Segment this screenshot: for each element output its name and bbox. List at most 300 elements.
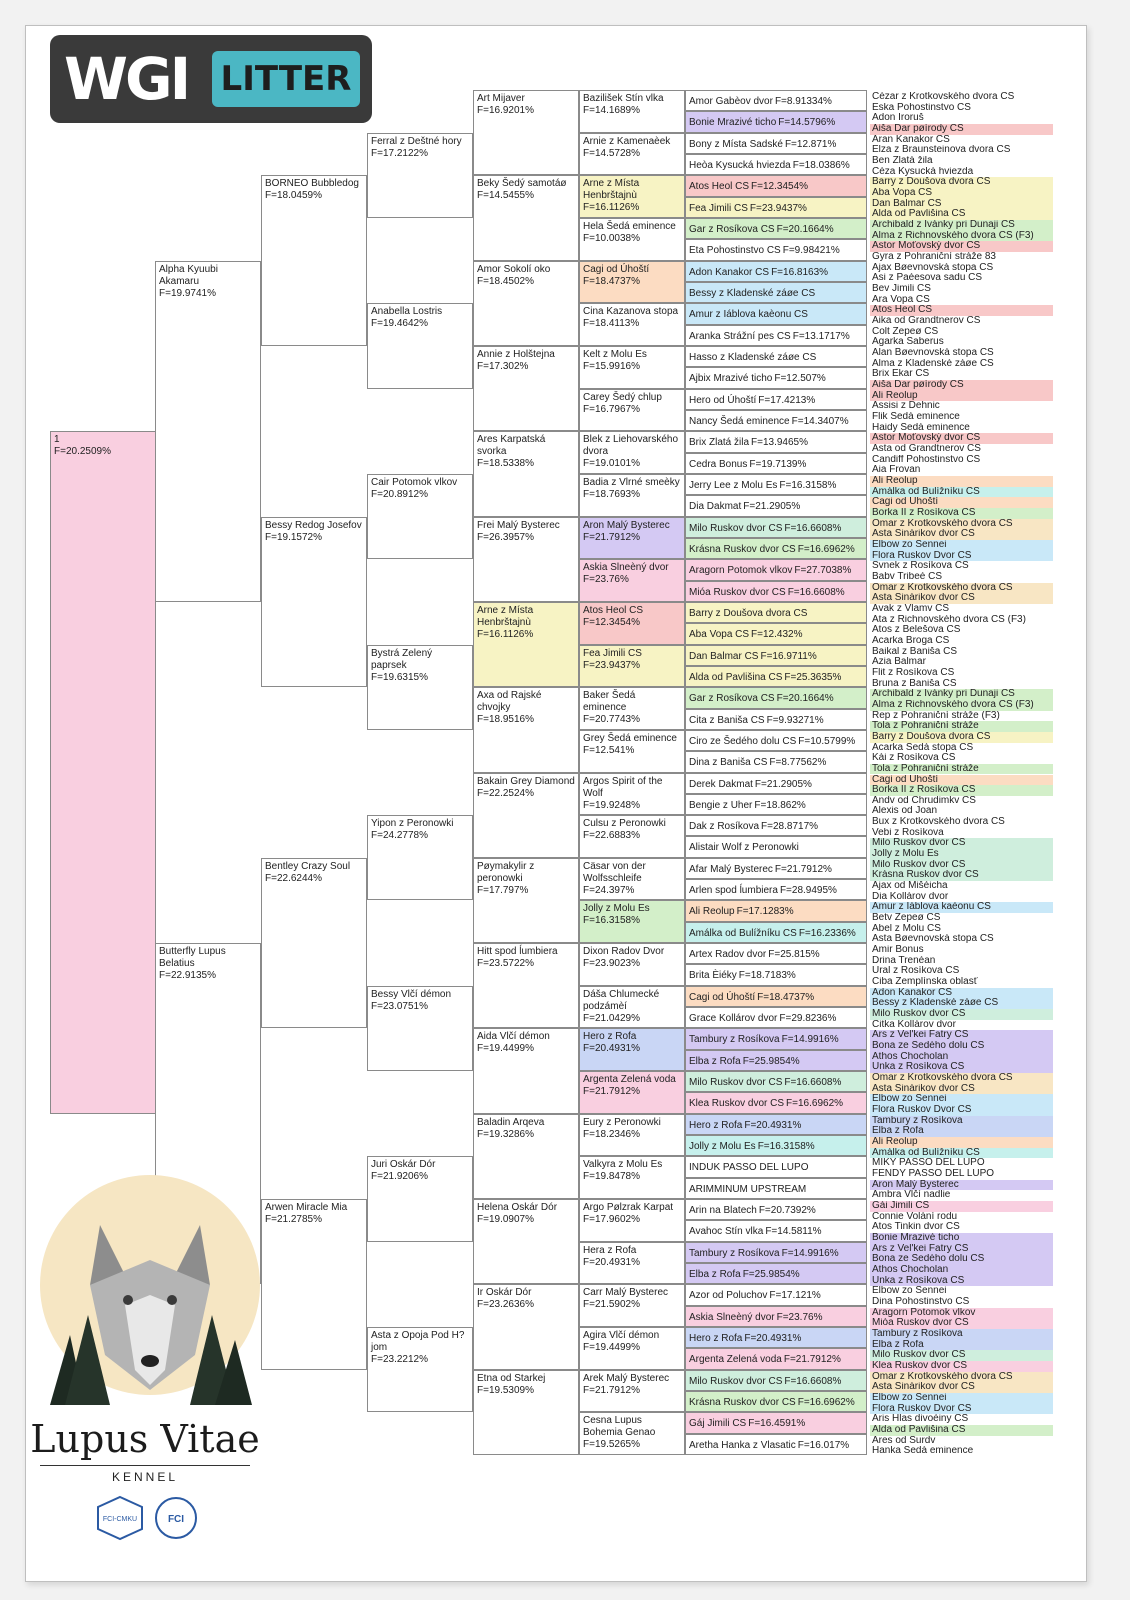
pedigree-cell — [685, 602, 867, 623]
dog-name: Barry z Doušova dvora CS — [689, 607, 808, 619]
ancestor-line: Alan Bøevnovská stopa CS — [872, 347, 994, 358]
ancestor-line: Atos Heol CS — [870, 305, 1053, 316]
dog-name: Bonie Mrazivé ticho — [689, 117, 777, 129]
pedigree-cell — [685, 175, 867, 196]
ancestor-line: Flora Ruskov Dvor CS — [870, 551, 1053, 562]
pedigree-cell — [579, 1327, 685, 1370]
inbreeding-coefficient: F=20.8912% — [371, 488, 428, 500]
inbreeding-coefficient: F=17.2122% — [371, 147, 428, 159]
inbreeding-coefficient: F=19.9248% — [583, 799, 640, 811]
ancestor-line: Athos Chocholan — [870, 1052, 1053, 1063]
inbreeding-coefficient: F=18.4502% — [477, 275, 534, 287]
dog-name: Bessy Vlčí démon — [371, 988, 452, 1000]
dog-name: Hasso z Kladenské záøe CS — [689, 351, 817, 363]
dog-name: Blek z Liehovarského dvora — [583, 434, 679, 458]
ancestor-line: Barry z Doušova dvora CS — [870, 177, 1053, 188]
pedigree-cell — [579, 645, 685, 688]
inbreeding-coefficient: F=16.6608% — [787, 586, 845, 598]
pedigree-cell — [579, 1284, 685, 1327]
ancestor-line: Omar z Krotkovského dvora CS — [870, 1372, 1053, 1383]
dog-name: Cagi od Úhoští — [583, 263, 650, 275]
dog-name: Afar Malý Bysterec — [689, 863, 773, 875]
ancestor-line: Dia Kollárov dvor — [872, 891, 949, 902]
fci-badge-icon — [156, 1498, 196, 1538]
ancestor-line: Amir Bonus — [872, 945, 924, 956]
dog-name: Milo Ruskov dvor CS — [689, 1077, 783, 1089]
dog-name: Fea Jimili CS — [689, 202, 748, 214]
pedigree-cell — [473, 175, 579, 260]
dog-name: Bazilišek Stín vlka — [583, 93, 664, 104]
dog-name: Avahoc Stín vlka — [689, 1226, 764, 1238]
dog-name: Amor Gabèov dvor — [689, 96, 773, 107]
dog-name: Arnie z Kamenaèek — [583, 135, 671, 147]
dog-name: Jolly z Molu Es — [689, 1141, 756, 1153]
ancestor-line: Babv Tribeè CS — [872, 571, 943, 582]
inbreeding-coefficient: F=12.871% — [784, 138, 837, 150]
dog-name: Annie z Holštejna — [477, 348, 555, 360]
dog-name: Juri Oskár Dór — [371, 1159, 436, 1171]
dog-name: Mióa Ruskov dvor CS — [689, 586, 786, 598]
dog-name: Amálka od Bulížníku CS — [689, 927, 797, 939]
pedigree-cell — [685, 943, 867, 964]
pedigree-cell — [685, 111, 867, 132]
inbreeding-coefficient: F=12.507% — [774, 373, 826, 385]
dog-name: Askia Slneèný dvor — [689, 1311, 775, 1323]
ancestor-line: Asi z Paèesova sadu CS — [872, 273, 983, 284]
ancestor-line: Elbow zo Sennei — [870, 540, 1053, 551]
wolf-emblem-icon — [30, 1165, 260, 1415]
inbreeding-coefficient: F=16.6962% — [797, 1397, 855, 1409]
dog-name: 1 — [54, 434, 60, 446]
inbreeding-coefficient: F=16.6608% — [784, 1375, 842, 1387]
inbreeding-coefficient: F=19.4499% — [477, 1043, 534, 1055]
inbreeding-coefficient: F=16.017% — [797, 1439, 850, 1451]
ancestor-line: Ares od Surdv — [872, 1435, 936, 1446]
pedigree-cell — [685, 666, 867, 687]
dog-name: Dak z Rosíkova — [689, 821, 760, 833]
inbreeding-coefficient: F=8.77562% — [769, 757, 827, 769]
ancestor-line: Vebi z Rosíkova — [872, 827, 944, 838]
inbreeding-coefficient: F=20.4931% — [744, 1333, 802, 1345]
dog-name: Elba z Rofa — [689, 1269, 741, 1281]
pedigree-cell — [473, 687, 579, 772]
ancestor-line: Céza Kysucká hviezda — [872, 166, 974, 177]
logo-tag: LITTER — [212, 51, 360, 107]
ancestor-line: Milo Ruskov dvor CS — [870, 1350, 1053, 1361]
pedigree-cell — [685, 922, 867, 943]
dog-name: Etna od Starkej — [477, 1372, 546, 1384]
ancestor-line: Unka z Rosíkova CS — [870, 1062, 1053, 1073]
dog-name: Carr Malý Bysterec — [583, 1287, 669, 1299]
pedigree-cell — [685, 1007, 867, 1028]
ancestor-line: Ali Reolup — [870, 391, 1053, 402]
inbreeding-coefficient: F=14.5728% — [583, 147, 640, 159]
dog-name: Agira Vlčí démon — [583, 1330, 660, 1342]
ancestor-line: Abel z Molu CS — [872, 923, 941, 934]
dog-name: Argenta Zelená voda — [583, 1074, 676, 1086]
ancestor-line: Hanka Šedá eminence — [872, 1446, 974, 1457]
dog-name: Hera z Rofa — [583, 1244, 637, 1256]
dog-name: ARIMMINUM UPSTREAM — [689, 1183, 807, 1195]
pedigree-cell — [473, 773, 579, 858]
ancestor-line: Acarka Broga CS — [872, 635, 950, 646]
pedigree-cell — [579, 602, 685, 645]
pedigree-cell — [579, 346, 685, 389]
pedigree-cell — [685, 410, 867, 431]
inbreeding-coefficient: F=19.9741% — [159, 287, 216, 299]
pedigree-cell — [685, 453, 867, 474]
inbreeding-coefficient: F=21.7912% — [783, 1354, 841, 1366]
pedigree-cell — [685, 1348, 867, 1369]
dog-name: Cina Kazanova stopa — [583, 306, 679, 318]
inbreeding-coefficient: F=20.1664% — [776, 693, 834, 705]
cmku-badge-icon — [98, 1497, 142, 1539]
inbreeding-coefficient: F=23.2636% — [477, 1299, 534, 1311]
inbreeding-coefficient: F=12.3454% — [583, 616, 640, 628]
inbreeding-coefficient: F=15.9916% — [583, 360, 640, 372]
inbreeding-coefficient: F=21.2905% — [743, 501, 801, 513]
dog-name: Grey Šedá eminence — [583, 732, 677, 744]
dog-name: Beky Šedý samotáø — [477, 178, 567, 190]
dog-name: Krásna Ruskov dvor CS — [689, 543, 796, 555]
pedigree-cell — [579, 175, 685, 218]
inbreeding-coefficient: F=19.5309% — [477, 1384, 534, 1396]
ancestor-line: Bruna z Baniša CS — [872, 678, 957, 689]
inbreeding-coefficient: F=16.9201% — [477, 105, 534, 116]
pedigree-cell — [367, 133, 473, 218]
inbreeding-coefficient: F=18.7693% — [583, 488, 640, 500]
pedigree-cell — [579, 858, 685, 901]
ancestor-line: Gyra z Pohraniční stráže 83 — [872, 251, 996, 262]
dog-name: Cagi od Úhoští — [689, 991, 756, 1003]
dog-name: Gáj Jimili CS — [689, 1418, 747, 1430]
ancestor-line: Bona ze Šedého dolu CS — [870, 1254, 1053, 1265]
dog-name: Ares Karpatská svorka — [477, 434, 546, 458]
ancestor-line: Cagi od Úhoští — [870, 497, 1053, 508]
pedigree-cell — [685, 389, 867, 410]
inbreeding-coefficient: F=20.2509% — [54, 446, 111, 458]
ancestor-line: Asta Šinárikov dvor CS — [870, 593, 1053, 604]
pedigree-cell — [473, 517, 579, 602]
dog-name: Bystrá Zelený paprsek — [371, 647, 433, 671]
pedigree-cell — [685, 1284, 867, 1305]
ancestor-line: Aiša Dar pøírody CS — [870, 380, 1053, 391]
ancestor-line: Unka z Rosíkova CS — [870, 1276, 1053, 1287]
pedigree-cell — [685, 1028, 867, 1049]
inbreeding-coefficient: F=9.98421% — [782, 245, 840, 257]
ancestor-line: FENDY PASSO DEL LUPO — [872, 1169, 995, 1180]
inbreeding-coefficient: F=12.3454% — [751, 181, 809, 193]
inbreeding-coefficient: F=17.1283% — [736, 906, 794, 918]
dog-name: Ferral z Deštné hory — [371, 135, 462, 147]
pedigree-cell — [579, 1199, 685, 1242]
dog-name: Carey Šedý chlup — [583, 391, 662, 403]
pedigree-cell — [367, 1156, 473, 1241]
dog-name: Hero z Rofa — [689, 1333, 743, 1345]
inbreeding-coefficient: F=17.302% — [477, 360, 529, 372]
pedigree-cell — [367, 474, 473, 559]
inbreeding-coefficient: F=25.9854% — [742, 1269, 800, 1281]
pedigree-cell — [685, 1071, 867, 1092]
dog-name: Badia z Vlrné smeèky — [583, 476, 680, 488]
dog-name: Bony z Místa Sadské — [689, 138, 783, 150]
ancestor-line: Elba z Rofa — [870, 1126, 1053, 1137]
ancestor-line: Asta Šinárikov dvor CS — [870, 1382, 1053, 1393]
inbreeding-coefficient: F=19.5265% — [583, 1439, 640, 1451]
ancestor-line: Connie Volání rodu — [872, 1211, 958, 1222]
dog-name: Anabella Lostris — [371, 306, 443, 318]
inbreeding-coefficient: F=13.1717% — [792, 330, 850, 342]
ancestor-line: Azia Balmar — [872, 657, 926, 668]
ancestor-line: Aika od Grandtnerov CS — [872, 315, 981, 326]
inbreeding-coefficient: F=14.5811% — [765, 1226, 822, 1238]
inbreeding-coefficient: F=16.3158% — [757, 1141, 815, 1153]
dog-name: Helena Oskár Dór — [477, 1202, 558, 1214]
ancestor-line: Astor Moťovský dvor CS — [870, 241, 1053, 252]
dog-name: Derek Dakmat — [689, 778, 753, 790]
dog-name: Art Mijaver — [477, 93, 525, 104]
pedigree-cell — [473, 346, 579, 431]
ancestor-line: Assisi z Dehnic — [872, 401, 940, 412]
inbreeding-coefficient: F=18.7183% — [738, 970, 796, 982]
pedigree-cell — [367, 303, 473, 388]
pedigree-cell — [579, 1242, 685, 1285]
dog-name: Baladin Arqeva — [477, 1116, 545, 1128]
pedigree-cell — [685, 751, 867, 772]
pedigree-cell — [685, 730, 867, 751]
inbreeding-coefficient: F=16.9711% — [760, 650, 817, 662]
inbreeding-coefficient: F=22.9135% — [159, 970, 216, 982]
pedigree-cell — [579, 815, 685, 858]
ancestor-line: Tambury z Rosíkova — [870, 1116, 1053, 1127]
inbreeding-coefficient: F=12.432% — [751, 629, 803, 641]
pedigree-cell — [473, 431, 579, 516]
ancestor-line: Baikal z Baniša CS — [872, 646, 958, 657]
dog-name: Dan Balmar CS — [689, 650, 759, 662]
inbreeding-coefficient: F=20.4931% — [744, 1119, 802, 1131]
inbreeding-coefficient: F=14.1689% — [583, 105, 640, 116]
dog-name: Kelt z Molu Es — [583, 348, 647, 360]
dog-name: Butterfly Lupus Belatius — [159, 946, 226, 970]
kennel-name: Lupus Vitae — [30, 1417, 260, 1461]
pedigree-cell — [579, 559, 685, 602]
ancestor-line: Ben Zlatá žila — [872, 155, 933, 166]
ancestor-line: Asta od Grandtnerov CS — [872, 443, 981, 454]
inbreeding-coefficient: F=24.397% — [583, 884, 635, 896]
ancestor-line: Andv od Chrudimkv CS — [872, 795, 976, 806]
inbreeding-coefficient: F=16.6608% — [784, 1077, 842, 1089]
ancestor-line: Flik Šedá eminence — [872, 411, 960, 422]
pedigree-cell — [685, 1050, 867, 1071]
dog-name: Frei Malý Bysterec — [477, 519, 560, 531]
inbreeding-coefficient: F=10.0038% — [583, 232, 640, 244]
ancestor-line: Aran Kanakor CS — [872, 134, 950, 145]
dog-name: Aron Malý Bysterec — [583, 519, 670, 531]
dog-name: Culsu z Peronowki — [583, 818, 666, 830]
dog-name: Milo Ruskov dvor CS — [689, 1375, 783, 1387]
ancestor-line: Aron Malý Bysterec — [870, 1180, 1053, 1191]
club-badges — [92, 1493, 202, 1543]
inbreeding-coefficient: F=23.9437% — [749, 202, 807, 214]
ancestor-line: Elza z Braunsteinova dvora CS — [872, 145, 1011, 156]
ancestor-line: Amálka od Bulížníku CS — [870, 1148, 1053, 1159]
inbreeding-coefficient: F=18.2346% — [583, 1128, 640, 1140]
inbreeding-coefficient: F=12.541% — [583, 744, 635, 756]
dog-name: Aretha Hanka z Vlasatic — [689, 1439, 796, 1451]
inbreeding-coefficient: F=14.9916% — [781, 1034, 839, 1046]
inbreeding-coefficient: F=24.2778% — [371, 830, 428, 842]
ancestor-line: Elbow zo Sennei — [870, 1094, 1053, 1105]
pedigree-cell — [261, 858, 367, 1029]
pedigree-cell — [579, 900, 685, 943]
inbreeding-coefficient: F=20.4931% — [583, 1043, 640, 1055]
inbreeding-coefficient: F=19.6315% — [371, 671, 428, 683]
ancestor-line: Omar z Krotkovského dvora CS — [870, 1073, 1053, 1084]
inbreeding-coefficient: F=19.4499% — [583, 1342, 640, 1354]
ancestor-line: Brix Ekar CS — [872, 369, 930, 380]
inbreeding-coefficient: F=18.4737% — [757, 991, 815, 1003]
inbreeding-coefficient: F=19.7139% — [749, 458, 807, 470]
pedigree-cell — [685, 1370, 867, 1391]
dog-name: Aragorn Potomok vlkov — [689, 565, 793, 577]
ancestor-line: Ajax Bøevnovská stopa CS — [872, 262, 994, 273]
dog-name: Krásna Ruskov dvor CS — [689, 1397, 796, 1409]
badge-1-label: FCI-CMKU — [102, 1516, 138, 1523]
dog-name: Artex Radov dvor — [689, 949, 767, 961]
ancestor-line: Borka II z Rosíkova CS — [870, 508, 1053, 519]
inbreeding-coefficient: F=9.93271% — [766, 714, 824, 726]
pedigree-cell — [473, 1028, 579, 1113]
inbreeding-coefficient: F=21.2785% — [265, 1214, 322, 1226]
inbreeding-coefficient: F=27.7038% — [794, 565, 852, 577]
ancestor-line: Avak z Vlamv CS — [872, 603, 950, 614]
pedigree-cell — [261, 1199, 367, 1370]
inbreeding-coefficient: F=21.7912% — [583, 531, 640, 543]
dog-name: BORNEO Bubbledog — [265, 178, 359, 190]
ancestor-line: Bonie Mrazivé ticho — [870, 1233, 1053, 1244]
ancestor-line: Ars z Vel'kei Fatry CS — [870, 1030, 1053, 1041]
inbreeding-coefficient: F=23.76% — [776, 1311, 823, 1323]
ancestor-line: Gái Jimili CS — [870, 1201, 1053, 1212]
ancestor-line: Elba z Rofa — [870, 1340, 1053, 1351]
pedigree-cell — [685, 1135, 867, 1156]
pedigree-cell — [50, 431, 156, 1114]
pedigree-cell — [685, 559, 867, 580]
pedigree-cell — [685, 815, 867, 836]
dog-name: Axa od Rajské chvojky — [477, 690, 542, 714]
inbreeding-coefficient: F=20.1664% — [776, 223, 834, 235]
inbreeding-coefficient: F=21.2905% — [754, 778, 812, 790]
ancestor-line: Aragorn Potomok vlkov — [870, 1308, 1053, 1319]
pedigree-cell — [579, 389, 685, 432]
pedigree-cell — [685, 1178, 867, 1199]
ancestor-line: MIKY PASSO DEL LUPO — [872, 1158, 985, 1169]
inbreeding-coefficient: F=28.9495% — [779, 885, 837, 897]
ancestor-line: Ambra Vlčí nadlie — [872, 1190, 951, 1201]
inbreeding-coefficient: F=19.0907% — [477, 1214, 534, 1226]
inbreeding-coefficient: F=21.5902% — [583, 1299, 640, 1311]
inbreeding-coefficient: F=19.0101% — [583, 458, 640, 470]
pedigree-cell — [685, 773, 867, 794]
pedigree-cell — [685, 581, 867, 602]
pedigree-cell — [685, 1199, 867, 1220]
kennel-sub: KENNEL — [111, 1470, 179, 1484]
dog-name: Fea Jimili CS — [583, 647, 642, 659]
ancestor-line: Kái z Rosíkova CS — [872, 753, 956, 764]
dog-name: Hero z Rofa — [583, 1031, 637, 1043]
ancestor-line: Borka II z Rosíkova CS — [870, 785, 1053, 796]
ancestor-line: Ali Reolup — [870, 476, 1053, 487]
pedigree-cell — [579, 1114, 685, 1157]
ancestor-line: Aia Frovan — [872, 465, 921, 476]
inbreeding-coefficient: F=19.3286% — [477, 1128, 534, 1140]
inbreeding-coefficient: F=16.7967% — [583, 403, 640, 415]
pedigree-cell — [473, 1199, 579, 1284]
pedigree-cell — [685, 367, 867, 388]
ancestor-line: Archibald z Ivánky pri Dunaji CS — [870, 220, 1053, 231]
pedigree-cell — [579, 218, 685, 261]
pedigree-cell — [685, 1242, 867, 1263]
pedigree-cell — [367, 815, 473, 900]
inbreeding-coefficient: F=17.4213% — [758, 394, 816, 406]
pedigree-cell — [685, 1306, 867, 1327]
ancestor-line: Bona ze Šedého dolu CS — [870, 1041, 1053, 1052]
inbreeding-coefficient: F=21.9206% — [371, 1171, 428, 1183]
ancestor-line: Aris Hlas divoèiny CS — [872, 1414, 969, 1425]
ancestor-line: Mióa Ruskov dvor CS — [870, 1318, 1053, 1329]
dog-name: Klea Ruskov dvor CS — [689, 1098, 785, 1110]
dog-name: Cair Potomok vlkov — [371, 476, 458, 488]
pedigree-cell — [579, 1071, 685, 1114]
pedigree-cell — [579, 133, 685, 176]
inbreeding-coefficient: F=22.2524% — [477, 787, 534, 799]
inbreeding-coefficient: F=21.7912% — [583, 1086, 640, 1098]
ancestor-line: Aba Vopa CS — [870, 188, 1053, 199]
inbreeding-coefficient: F=22.6244% — [265, 872, 322, 884]
dog-name: Bessy Redog Josefov — [265, 519, 362, 531]
dog-name: Ciro ze Šedého dolu CS — [689, 735, 797, 747]
dog-name: Amor Sokolí oko — [477, 263, 551, 275]
inbreeding-coefficient: F=20.7392% — [758, 1205, 816, 1217]
pedigree-cell — [367, 645, 473, 730]
dog-name: Gar z Rosíkova CS — [689, 693, 775, 705]
inbreeding-coefficient: F=25.815% — [768, 949, 820, 961]
pedigree-cell — [473, 1114, 579, 1199]
ancestor-line: Haidy Šedá eminence — [872, 422, 970, 433]
inbreeding-coefficient: F=16.2336% — [798, 927, 856, 939]
ancestor-line: Dan Balmar CS — [870, 199, 1053, 210]
pedigree-cell — [685, 282, 867, 303]
inbreeding-coefficient: F=21.0429% — [583, 1012, 640, 1024]
pedigree-cell — [579, 517, 685, 560]
ancestor-line: Ara Vopa CS — [872, 294, 930, 305]
pedigree-cell — [579, 1028, 685, 1071]
ancestor-line: Ural z Rosíkova CS — [872, 966, 960, 977]
dog-name: Cita z Baniša CS — [689, 714, 765, 726]
dog-name: Arek Malý Bysterec — [583, 1372, 670, 1384]
inbreeding-coefficient: F=23.9437% — [583, 659, 640, 671]
dog-name: Bakain Grey Diamond — [477, 775, 575, 787]
ancestor-line: Omar z Krotkovského dvora CS — [870, 583, 1053, 594]
ancestor-line: Colt Zepeø CS — [872, 326, 939, 337]
pedigree-cell — [367, 1327, 473, 1412]
pedigree-cell — [579, 773, 685, 816]
dog-name: Alpha Kyuubi Akamaru — [159, 263, 218, 287]
ancestor-line: Barry z Doušova dvora CS — [870, 732, 1053, 743]
pedigree-cell — [579, 474, 685, 517]
dog-name: Tambury z Rosíkova — [689, 1247, 780, 1259]
ancestor-line: Amálka od Bulížníku CS — [870, 487, 1053, 498]
